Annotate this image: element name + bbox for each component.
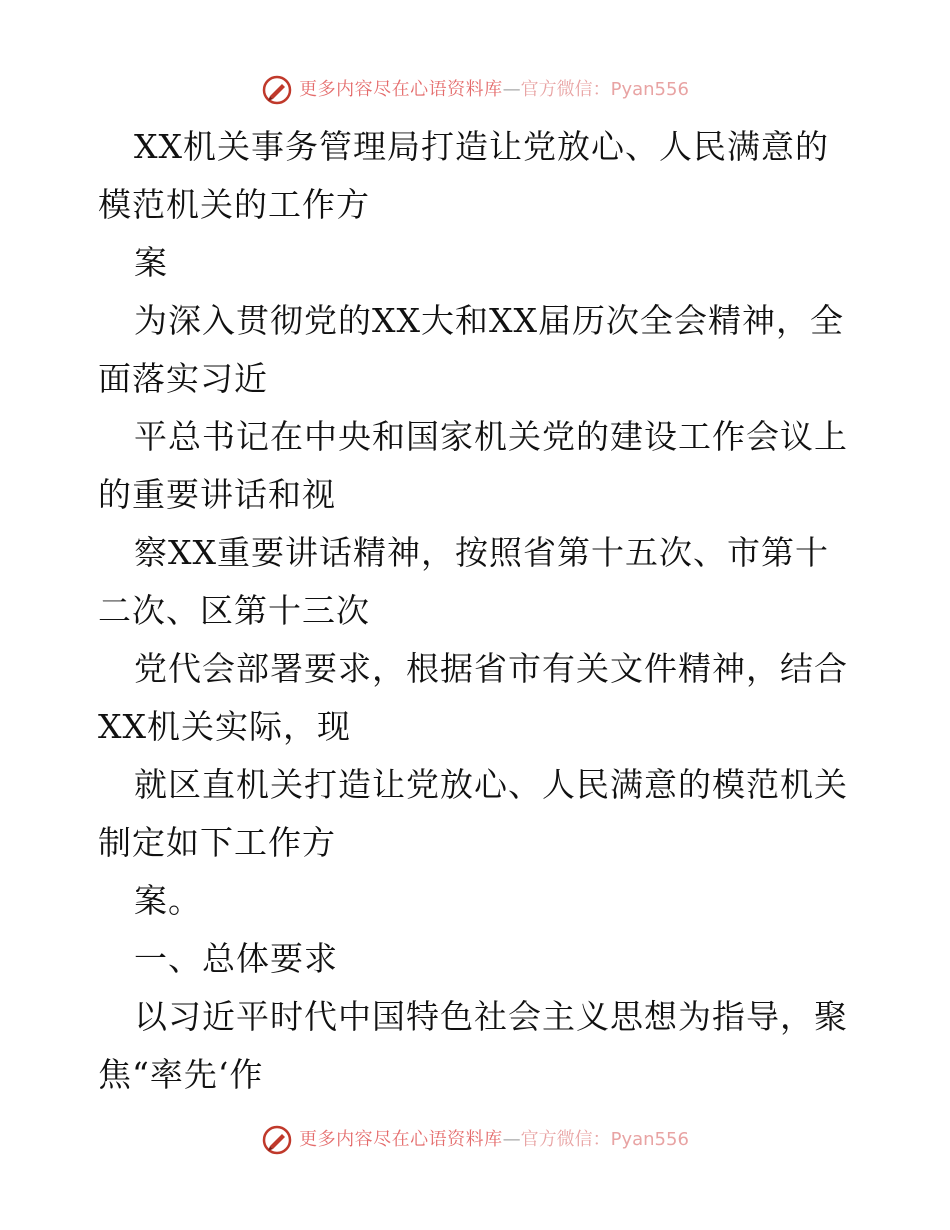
banner-wechat-text: 官方微信：Pyan556 [520, 79, 689, 100]
paragraph-line: 焦“率先‘作 [98, 1055, 264, 1094]
document-title-line-3: 案 [134, 243, 168, 282]
paragraph-line: 的重要讲话和视 [98, 475, 336, 514]
header-watermark-banner [0, 70, 950, 110]
paragraph-line: 为深入贯彻党的XX大和XX届历次全会精神，全 [134, 301, 844, 340]
paragraph-line: 案。 [134, 881, 202, 920]
pen-logo-icon [261, 74, 293, 106]
paragraph-line: 面落实习近 [98, 359, 268, 398]
document-body [98, 118, 858, 1104]
banner-main-text: 更多内容尽在心语资料库 [299, 1129, 503, 1150]
footer-watermark-banner [0, 1120, 950, 1160]
banner-dash: — [502, 79, 521, 100]
paragraph-line: XX机关实际，现 [98, 707, 351, 746]
document-title-line-2: 模范机关的工作方 [98, 185, 370, 224]
document-title-line-1: XX机关事务管理局打造让党放心、人民满意的 [134, 127, 829, 166]
banner-dash: — [502, 1129, 521, 1150]
section-heading: 一、总体要求 [134, 939, 338, 978]
paragraph-line: 察XX重要讲话精神，按照省第十五次、市第十 [134, 533, 829, 572]
paragraph-line: 制定如下工作方 [98, 823, 336, 862]
banner-main-text: 更多内容尽在心语资料库 [299, 79, 503, 100]
paragraph-line: 以习近平时代中国特色社会主义思想为指导，聚 [134, 997, 848, 1036]
paragraph-line: 就区直机关打造让党放心、人民满意的模范机关 [134, 765, 848, 804]
banner-wechat-text: 官方微信：Pyan556 [520, 1129, 689, 1150]
paragraph-line: 二次、区第十三次 [98, 591, 370, 630]
paragraph-line: 平总书记在中央和国家机关党的建设工作会议上 [134, 417, 848, 456]
pen-logo-icon [261, 1124, 293, 1156]
paragraph-line: 党代会部署要求，根据省市有关文件精神，结合 [134, 649, 848, 688]
